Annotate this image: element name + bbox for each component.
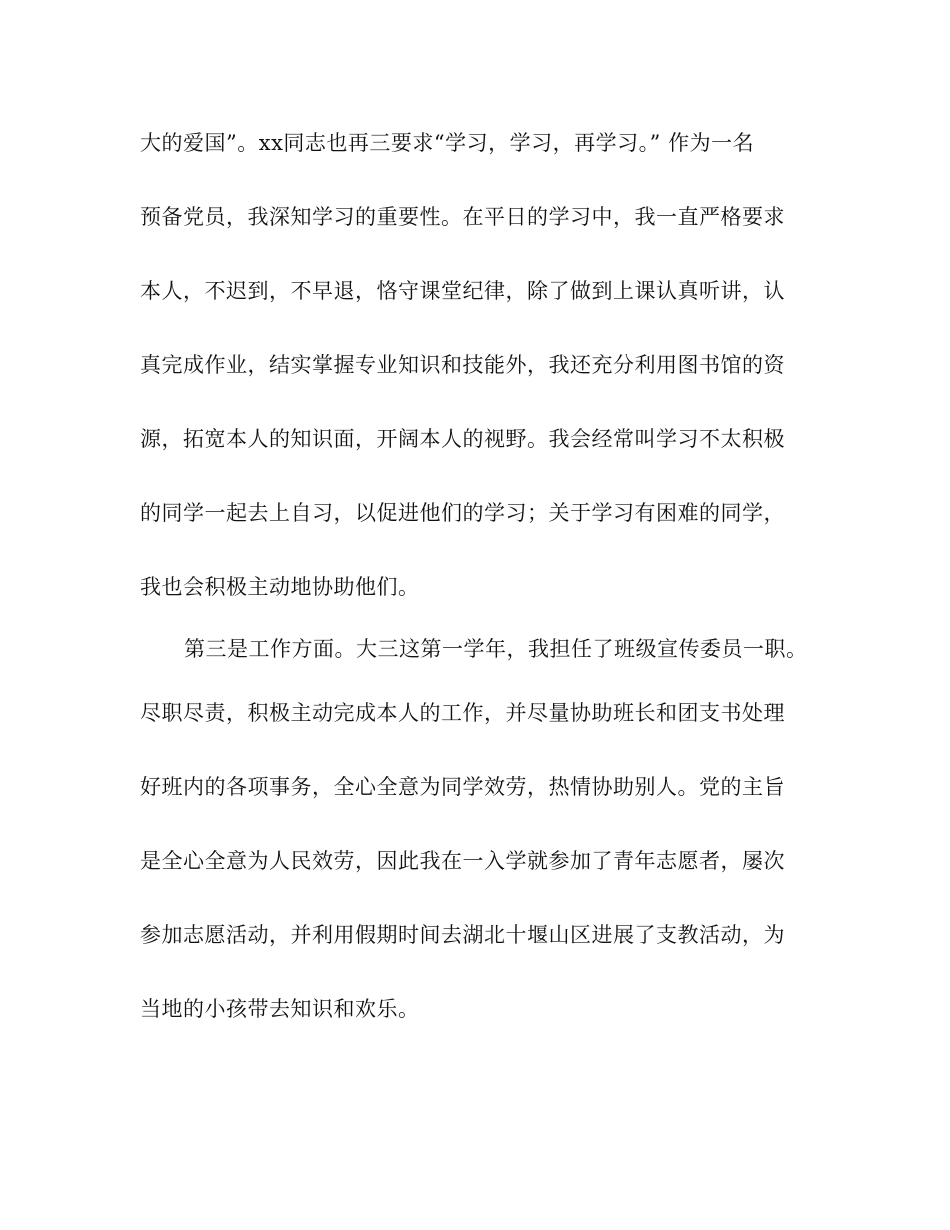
paragraph-first-line: 第三是工作方面。大三这第一学年，我担任了班级宣传委员一职。: [184, 637, 808, 661]
text-line: 是全心全意为人民效劳，因此我在一入学就参加了青年志愿者，屡次: [140, 849, 785, 873]
text-line: 当地的小孩带去知识和欢乐。: [140, 997, 420, 1021]
text-line: 真完成作业，结实掌握专业知识和技能外，我还充分利用图书馆的资: [140, 353, 785, 377]
text-line: 预备党员，我深知学习的重要性。在平日的学习中，我一直严格要求: [140, 205, 785, 229]
text-line: 参加志愿活动，并利用假期时间去湖北十堰山区进展了支教活动，为: [140, 923, 785, 947]
text-line: 本人，不迟到，不早退，恪守课堂纪律，除了做到上课认真听讲，认: [140, 279, 785, 303]
text-line: 源，拓宽本人的知识面，开阔本人的视野。我会经常叫学习不太积极: [140, 427, 785, 451]
text-line: 我也会积极主动地协助他们。: [140, 575, 420, 599]
text-line: 大的爱国”。xx同志也再三要求“学习，学习，再学习。” 作为一名: [140, 131, 755, 155]
text-line: 好班内的各项事务，全心全意为同学效劳，热情协助别人。党的主旨: [140, 775, 785, 799]
text-line: 尽职尽责，积极主动完成本人的工作，并尽量协助班长和团支书处理: [140, 701, 785, 725]
text-line: 的同学一起去上自习，以促进他们的学习；关于学习有困难的同学，: [140, 501, 785, 525]
